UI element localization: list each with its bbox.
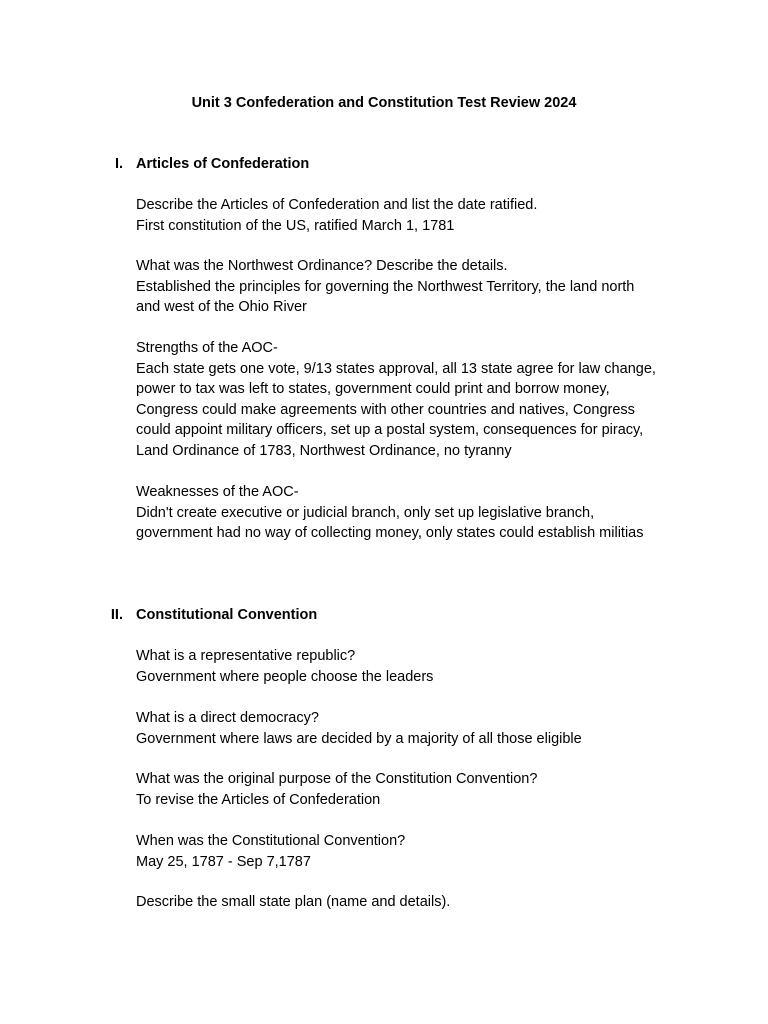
qa-item xyxy=(136,708,696,749)
question-text: What was the original purpose of the Constitution Convention? xyxy=(136,771,538,787)
qa-item xyxy=(136,482,696,544)
qa-item xyxy=(136,831,696,872)
qa-item xyxy=(136,892,696,913)
answer-text: and west of the Ohio River xyxy=(136,299,307,315)
answer-text: May 25, 1787 - Sep 7,1787 xyxy=(136,853,311,870)
answer-text: Government where laws are decided by a majority of all those eligible xyxy=(136,730,582,747)
answer-text: government had no way of collecting money, only states could establish militias xyxy=(136,525,644,541)
answer-text: Congress could make agreements with other countries and natives, Congress xyxy=(136,401,635,418)
section-title: Constitutional Convention xyxy=(136,607,318,623)
answer-text: could appoint military officers, set up a postal system, consequences for piracy, xyxy=(136,422,644,438)
question-text: Strengths of the AOC- xyxy=(136,340,278,356)
answer-text: To revise the Articles of Confederation xyxy=(136,791,381,808)
answer-text: Government where people choose the leaders xyxy=(136,668,434,685)
question-text: Describe the Articles of Confederation and list the date ratified. xyxy=(136,197,538,213)
section-numeral: I. xyxy=(114,156,123,172)
qa-item xyxy=(136,256,696,318)
question-text: Describe the small state plan (name and details). xyxy=(136,894,451,910)
section-title: Articles of Confederation xyxy=(136,156,310,172)
answer-text: Each state gets one vote, 9/13 states approval, all 13 state agree for law change, xyxy=(136,360,656,377)
qa-item xyxy=(136,769,696,810)
question-text: When was the Constitutional Convention? xyxy=(136,833,406,849)
answer-text: Didn't create executive or judicial branch, only set up legislative branch, xyxy=(136,504,595,521)
question-text: What is a direct democracy? xyxy=(136,710,319,726)
section-numeral: II. xyxy=(110,607,123,623)
answer-text: First constitution of the US, ratified March 1, 1781 xyxy=(136,217,455,234)
document-title: Unit 3 Confederation and Constitution Test Review 2024 xyxy=(191,95,577,111)
qa-item xyxy=(136,338,696,461)
qa-item xyxy=(136,195,696,236)
qa-item xyxy=(136,646,696,687)
answer-text: Land Ordinance of 1783, Northwest Ordinance, no tyranny xyxy=(136,442,512,459)
question-text: What is a representative republic? xyxy=(136,648,356,664)
answer-text: Established the principles for governing the Northwest Territory, the land north xyxy=(136,278,635,295)
question-text: What was the Northwest Ordinance? Describe the details. xyxy=(136,258,508,274)
question-text: Weaknesses of the AOC- xyxy=(136,484,299,500)
answer-text: power to tax was left to states, government could print and borrow money, xyxy=(136,381,610,397)
